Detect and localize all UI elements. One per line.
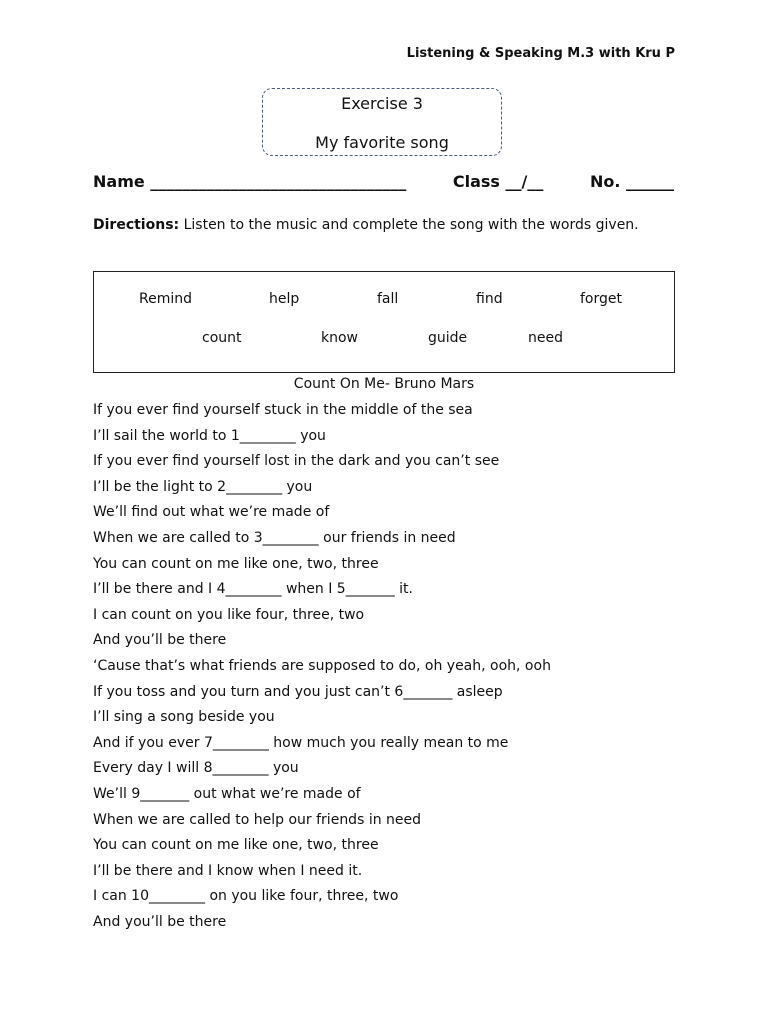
directions <box>93 213 674 238</box>
lyric-line: I can 10________ on you like four, three, two <box>93 888 399 905</box>
lyric-line: If you ever find yourself stuck in the middle of the sea <box>93 402 473 418</box>
word-bank-item: guide <box>428 330 468 346</box>
name-field[interactable]: Name ________________________________ <box>93 172 407 191</box>
student-info-row <box>93 172 674 191</box>
lyric-line: I can count on you like four, three, two <box>93 606 365 623</box>
word-bank-item: help <box>269 291 300 307</box>
class-field[interactable]: Class __/__ <box>452 172 544 191</box>
lyric-line: If you toss and you turn and you just can’t 6_______ asleep <box>93 683 503 700</box>
lyric-line: I’ll be there and I know when I need it. <box>93 862 363 879</box>
lyric-line: ‘Cause that’s what friends are supposed to do, oh yeah, ooh, ooh <box>93 657 551 674</box>
lyric-line: When we are called to help our friends in need <box>93 811 422 828</box>
lyric-line: I’ll be the light to 2________ you <box>93 478 313 495</box>
lyric-line: I’ll sail the world to 1________ you <box>93 427 326 444</box>
word-bank-item: fall <box>377 291 399 307</box>
lyric-line: You can count on me like one, two, three <box>93 555 379 572</box>
word-bank <box>93 271 675 373</box>
lyric-line: We’ll 9_______ out what we’re made of <box>93 785 361 802</box>
directions-text: Listen to the music and complete the song with the words given. <box>179 217 639 233</box>
lyric-line: If you ever find yourself lost in the dark and you can’t see <box>93 453 500 470</box>
directions-label: Directions: <box>93 217 180 233</box>
word-bank-item: find <box>476 291 503 307</box>
lyrics <box>93 398 551 935</box>
lyric-line: We’ll find out what we’re made of <box>93 504 330 521</box>
word-bank-item: need <box>528 330 563 346</box>
exercise-title-box <box>262 88 502 156</box>
word-bank-item: forget <box>580 291 622 307</box>
lyric-line: You can count on me like one, two, three <box>93 837 379 854</box>
lyric-line: And if you ever 7________ how much you really mean to me <box>93 734 509 751</box>
exercise-title: Exercise 3 <box>341 94 423 113</box>
song-title: Count On Me- Bruno Mars <box>293 376 475 392</box>
word-bank-item: Remind <box>139 291 192 307</box>
word-bank-item: count <box>202 330 242 346</box>
exercise-subtitle: My favorite song <box>315 133 449 152</box>
lyric-line: I’ll sing a song beside you <box>93 709 275 726</box>
lyric-line: And you’ll be there <box>93 632 227 649</box>
lyric-line: And you’ll be there <box>93 913 227 930</box>
lyric-line: When we are called to 3________ our friends in need <box>93 529 456 546</box>
page-header: Listening & Speaking M.3 with Kru P <box>406 46 675 61</box>
word-bank-item: know <box>321 330 358 346</box>
number-field[interactable]: No. ______ <box>589 172 674 191</box>
lyric-line: Every day I will 8________ you <box>93 760 299 777</box>
lyric-line: I’ll be there and I 4________ when I 5_______ it. <box>93 581 413 598</box>
